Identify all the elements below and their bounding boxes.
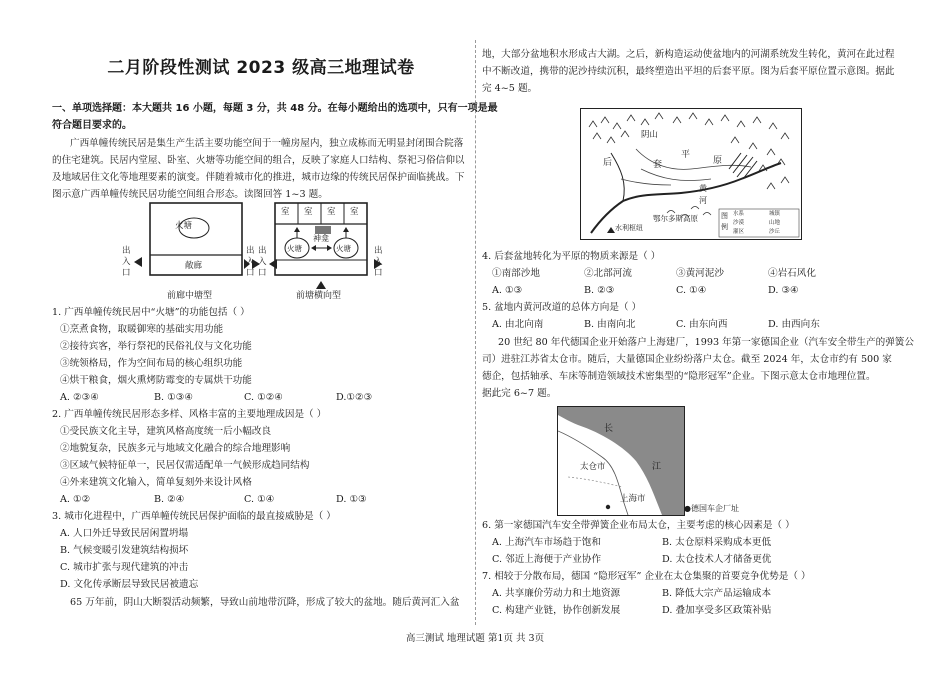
q2-item2: ②地貌复杂，民族多元与地域文化融合的综合地理影响 (60, 443, 291, 454)
entrance-label-1: 出入口 (122, 246, 131, 278)
q4-item2: ②北部河流 (584, 268, 632, 279)
section-heading-line1: 一、单项选择题：本大题共 16 小题，每题 3 分，共 48 分。在每小题给出的选项中，只有一项是最 (52, 103, 498, 114)
map-label-erdos: 鄂尔多斯高原 (653, 214, 698, 223)
q4-option-c[interactable]: C. ①④ (676, 285, 707, 296)
legend-title: 图例 (721, 212, 728, 231)
intro2-line1: 65 万年前，阴山大断裂活动频繁，导致山前地带沉降，形成了较大的盆地。随后黄河汇入盆 (70, 597, 460, 608)
intro3-line3: 德企，包括轴承、车床等制造领域技术密集型的“隐形冠军”企业。下图示意太仓市地理位置。 (482, 371, 876, 382)
figure-house-plans (112, 200, 392, 304)
q2-option-d[interactable]: D. ①③ (336, 494, 367, 505)
q4-option-a[interactable]: A. ①③ (492, 285, 523, 296)
shenkan-label: 神龛 (313, 234, 329, 243)
legend-item-dune: 沙丘 (769, 229, 781, 235)
q4-item4: ④岩石风化 (768, 268, 816, 279)
figure-hetao-map (580, 108, 802, 240)
q7-option-c[interactable]: C. 构建产业链，协作创新发展 (492, 605, 621, 616)
entrance-label-4: 出入口 (374, 246, 383, 278)
entrance-label-3: 出入口 (258, 246, 267, 278)
q5-option-d[interactable]: D. 由西向东 (768, 319, 820, 330)
q1-item4: ④烘干粮食，烟火熏烤防霉变的专属烘干功能 (60, 375, 252, 386)
map-label-tao: 套 (653, 160, 663, 170)
legend-item-town: 城镇 (769, 211, 781, 217)
entrance-label-2: 出入口 (246, 246, 255, 278)
q4-option-d[interactable]: D. ③④ (768, 285, 799, 296)
intro2-right-line1: 地，大部分盆地积水形成古大湖。之后，新构造运动使盆地内的河湖系统发生转化，黄河在此过程 (482, 49, 895, 60)
q2-stem: 2. 广西单幢传统民居形态多样、风格丰富的主要地理成因是（ ） (52, 409, 327, 420)
q3-stem: 3. 城市化进程中，广西单幢传统民居保护面临的最直接威胁是（ ） (52, 511, 336, 522)
q1-option-b[interactable]: B. ①③④ (154, 392, 193, 403)
q6-option-c[interactable]: C. 邻近上海便于产业协作 (492, 554, 602, 565)
langfang-label: 敞廊 (185, 261, 203, 271)
map-label-jiang: 江 (652, 462, 662, 472)
q4-item3: ③黄河泥沙 (676, 268, 724, 279)
shi-label-4: 室 (350, 207, 359, 217)
q1-option-a[interactable]: A. ②③④ (60, 392, 99, 403)
intro2-right-line3: 完 4~5 题。 (482, 83, 538, 94)
legend-item-water: 水系 (733, 211, 745, 217)
q1-item2: ②接待宾客，举行祭祀的民俗礼仪与文化功能 (60, 341, 252, 352)
intro1-line2: 的住宅建筑。民居内堂屋、卧室、火塘等功能空间的组合，反映了家庭人口结构、祭祀习俗信仰以 (52, 155, 465, 166)
shi-label-3: 室 (327, 207, 336, 217)
figure-taicang-map (557, 406, 685, 516)
q1-stem: 1. 广西单幢传统民居中“火塘”的功能包括（ ） (52, 307, 250, 318)
q4-option-b[interactable]: B. ②③ (584, 285, 615, 296)
map-label-yinshan: 阴山 (641, 130, 659, 140)
q2-item4: ④外来建筑文化输入，简单复刻外来设计风格 (60, 477, 252, 488)
map-label-chang: 长 (604, 424, 614, 434)
intro2-right-line2: 中不断改道，携带的泥沙持续沉积，最终塑造出平坦的后套平原。图为后套平原位置示意图。据此 (482, 66, 895, 77)
q5-option-c[interactable]: C. 由东向西 (676, 319, 728, 330)
q2-item3: ③区域气候特征单一，民居仅需适配单一气候形成趋同结构 (60, 460, 310, 471)
q6-option-d[interactable]: D. 太仓技术人才储备更优 (662, 554, 772, 565)
q2-option-c[interactable]: C. ①④ (244, 494, 275, 505)
q4-stem: 4. 后套盆地转化为平原的物质来源是（ ） (482, 251, 661, 262)
legend-item-desert: 沙漠 (733, 220, 745, 226)
q3-option-a[interactable]: A. 人口外迁导致民居闲置坍塌 (60, 528, 189, 539)
shi-label-1: 室 (281, 207, 290, 217)
intro3-line1: 20 世纪 80 年代德国企业开始落户上海建厂，1993 年第一家德国企业（汽车安全带生产的弹簧公 (498, 337, 914, 348)
q6-option-b[interactable]: B. 太仓原料采购成本更低 (662, 537, 772, 548)
huotang-label-right-2: 火塘 (336, 244, 351, 253)
huotang-label-right-1: 火塘 (287, 244, 302, 253)
q7-option-b[interactable]: B. 降低大宗产品运输成本 (662, 588, 772, 599)
map-label-taicang: 太仓市 (580, 462, 606, 472)
q6-option-a[interactable]: A. 上海汽车市场趋于饱和 (492, 537, 601, 548)
q3-option-d[interactable]: D. 文化传承断层导致民居被遗忘 (60, 579, 199, 590)
intro1-line4: 图示意广西单幢传统民居功能空间组合形态。读图回答 1~3 题。 (52, 189, 328, 200)
map-label-ping: 平 (681, 150, 691, 160)
map-label-dam: 水利枢纽 (615, 224, 643, 232)
legend-item-irrigation: 灌区 (733, 229, 745, 235)
legend-item-mountain: 山地 (769, 220, 781, 226)
map-legend-factory: ●德国车企厂址 (684, 504, 739, 513)
intro1-line3: 及地域居住文化等地理要素的演变。伴随着城市化的推进，城市边缘的传统民居保护面临挑战。下 (52, 172, 465, 183)
caption-left-plan: 前廊中塘型 (167, 291, 213, 301)
map-label-shanghai: 上海市 (620, 494, 646, 504)
map-label-river: 黄河 (699, 184, 707, 205)
intro3-line2: 司）进驻江苏省太仓市。随后，大量德国企业纷纷落户太仓。截至 2024 年，太仓市约有 500 家 (482, 354, 892, 365)
q7-option-d[interactable]: D. 叠加享受多区政策补贴 (662, 605, 772, 616)
exam-title: 二月阶段性测试 2023 级高三地理试卷 (107, 58, 415, 78)
shi-label-2: 室 (304, 207, 313, 217)
intro3-line4: 据此完 6~7 题。 (482, 388, 557, 399)
page-footer: 高三测试 地理试题 第1页 共 3页 (405, 633, 545, 644)
q1-option-d[interactable]: D.①②③ (336, 392, 373, 403)
caption-right-plan: 前塘横向型 (296, 291, 342, 301)
q3-option-b[interactable]: B. 气候变暖引发建筑结构损坏 (60, 545, 189, 556)
q7-stem: 7. 相较于分散布局，德国 “隐形冠军” 企业在太仓集聚的首要竞争优势是（ ） (482, 571, 811, 582)
q1-item1: ①烹煮食物，取暖御寒的基础实用功能 (60, 324, 224, 335)
q6-stem: 6. 第一家德国汽车安全带弹簧企业布局太仓，主要考虑的核心因素是（ ） (482, 520, 795, 531)
q7-option-a[interactable]: A. 共享廉价劳动力和土地资源 (492, 588, 621, 599)
map-label-hou: 后 (603, 158, 613, 168)
q2-item1: ①受民族文化主导，建筑风格高度统一后小幅改良 (60, 426, 272, 437)
q2-option-b[interactable]: B. ②④ (154, 494, 185, 505)
q1-item3: ③统领格局，作为空间布局的核心组织功能 (60, 358, 243, 369)
q3-option-c[interactable]: C. 城市扩张与现代建筑的冲击 (60, 562, 189, 573)
huotang-label-left: 火塘 (175, 221, 193, 231)
intro1-line1: 广西单幢传统民居是集生产生活主要功能空间于一幢房屋内，独立成栋而无明显封闭围合院落 (70, 138, 464, 149)
q5-option-b[interactable]: B. 由南向北 (584, 319, 636, 330)
q2-option-a[interactable]: A. ①② (60, 494, 91, 505)
column-divider (475, 40, 476, 625)
q5-stem: 5. 盆地内黄河改道的总体方向是（ ） (482, 302, 642, 313)
map-label-yuan: 原 (713, 156, 723, 166)
section-heading-line2: 符合题目要求的。 (52, 120, 132, 131)
q1-option-c[interactable]: C. ①②④ (244, 392, 283, 403)
q4-item1: ①南部沙地 (492, 268, 540, 279)
q5-option-a[interactable]: A. 由北向南 (492, 319, 544, 330)
